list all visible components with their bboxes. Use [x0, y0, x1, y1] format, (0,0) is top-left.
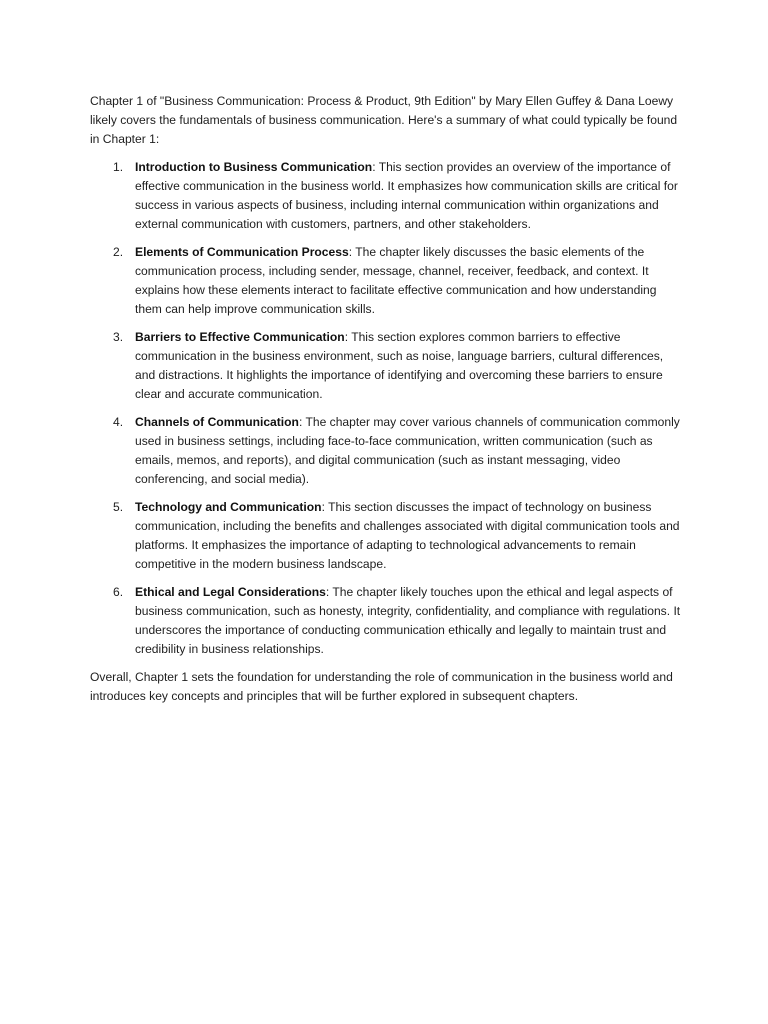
- list-item: [90, 243, 682, 319]
- list-item-term: Technology and Communication: [135, 500, 322, 514]
- list-item: [90, 413, 682, 489]
- list-item: [90, 158, 682, 234]
- list-item-number: 1.: [113, 160, 124, 174]
- list-item: [90, 498, 682, 574]
- list-item-number: 6.: [113, 585, 124, 599]
- list-item-term: Ethical and Legal Considerations: [135, 585, 326, 599]
- list-item-number: 4.: [113, 415, 124, 429]
- list-item-term: Elements of Communication Process: [135, 245, 349, 259]
- summary-list: [90, 158, 682, 659]
- list-item: [90, 583, 682, 659]
- list-item-number: 3.: [113, 330, 124, 344]
- list-item: [90, 328, 682, 404]
- list-item-term: Introduction to Business Communication: [135, 160, 373, 174]
- conclusion-paragraph: Overall, Chapter 1 sets the foundation for understanding the role of communication in the business world and introduces key concepts and principles that will be further explored in subsequent chapters.: [90, 670, 673, 703]
- list-item-text: : This section provides an overview of the importance of effective communication in the business world. It emphasizes how communication skills are critical for success in various aspects of business, including internal communication within organizations and external communication with customers, partners, and other stakeholders.: [135, 160, 678, 231]
- list-item-text: : The chapter likely discusses the basic elements of the communication process, including sender, message, channel, receiver, feedback, and context. It explains how these elements interact to facilitate effective communication and how understanding them can help improve communication skills.: [135, 245, 657, 316]
- list-item-number: 2.: [113, 245, 124, 259]
- document-body: [90, 92, 682, 706]
- list-item-text: : The chapter likely touches upon the ethical and legal aspects of business communication, such as honesty, integrity, confidentiality, and compliance with regulations. It underscores the importance of conducting communication ethically and legally to maintain trust and credibility in business relationships.: [135, 585, 681, 656]
- list-item-text: : The chapter may cover various channels of communication commonly used in business settings, including face-to-face communication, written communication (such as emails, memos, and reports), and digital communication (such as instant messaging, video conferencing, and social media).: [135, 415, 680, 486]
- list-item-term: Barriers to Effective Communication: [135, 330, 345, 344]
- intro-paragraph: Chapter 1 of "Business Communication: Process & Product, 9th Edition" by Mary Ellen Guffey & Dana Loewy likely covers the fundamentals of business communication. Here's a summary of what could typically be found in Chapter 1:: [90, 94, 678, 146]
- list-item-text: : This section discusses the impact of technology on business communication, including the benefits and challenges associated with digital communication tools and platforms. It emphasizes the importance of adapting to technological advancements to remain competitive in the modern business landscape.: [135, 500, 680, 571]
- list-item-number: 5.: [113, 500, 124, 514]
- list-item-term: Channels of Communication: [135, 415, 299, 429]
- list-item-text: : This section explores common barriers to effective communication in the business environment, such as noise, language barriers, cultural differences, and distractions. It highlights the importance of identifying and overcoming these barriers to ensure clear and accurate communication.: [135, 330, 664, 401]
